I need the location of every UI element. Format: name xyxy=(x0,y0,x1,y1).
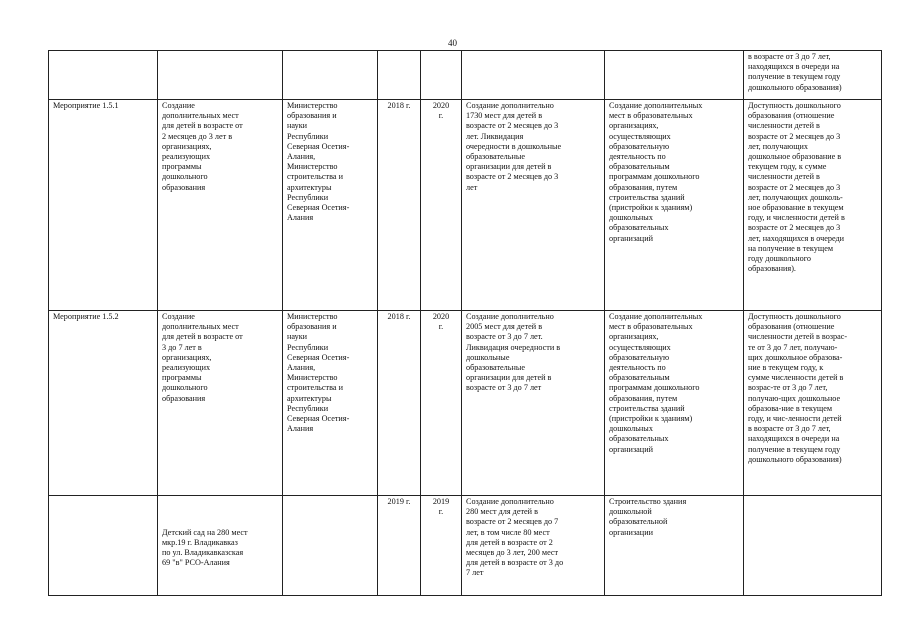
description-cell: Создание дополнительных мест в образовательных организациях, осуществляющих образовательную деятельность по образовательным программам дошкольного образования, путем строительства зданий (пристройки к зданиям) дошкольных образовательных организаций xyxy=(605,100,744,311)
title-cell: Создание дополнительных мест для детей в возрасте от 2 месяцев до 3 лет в организациях, реализующих программы дошкольного образования xyxy=(158,100,283,311)
start-year-cell: 2018 г. xyxy=(378,311,421,496)
start-year-cell: 2018 г. xyxy=(378,100,421,311)
measure-cell xyxy=(49,51,158,100)
indicator-cell: Доступность дошкольного образования (отношение численности детей в возрас- те от 3 до 7 лет, получаю- щих дошкольное образова- ние в текущем году, к сумме численности детей в возрас-те от 3 до 7 лет, получаю-щих дошкольное образова-ние в текущем году, и чис-ленности детей в возрасте от 3 до 7 лет, находящихся в очереди на получение в текущем году дошкольного образования) xyxy=(744,311,882,496)
end-year-cell: 2020 г. xyxy=(421,311,462,496)
description-cell: Создание дополнительных мест в образовательных организациях, осуществляющих образовательную деятельность по образовательным программам дошкольного образования, путем строительства зданий (пристройки к зданиям) дошкольных образовательных организаций xyxy=(605,311,744,496)
table-row xyxy=(49,51,882,100)
page-number: 40 xyxy=(448,38,457,48)
executor-cell xyxy=(283,496,378,596)
start-year-cell: 2019 г. xyxy=(378,496,421,596)
table-row xyxy=(49,311,882,496)
executor-cell: Министерство образования и науки Республики Северная Осетия- Алания, Министерство строительства и архитектуры Республики Северная Осетия- Алания xyxy=(283,100,378,311)
indicator-cell: Доступность дошкольного образования (отношение численности детей в возрасте от 2 месяцев до 3 лет, получающих дошкольное образование в текущем году, к сумме численности детей в возрасте от 2 месяцев до 3 лет, получающих дошколь- ное образование в текущем году, и численности детей в возрасте от 2 месяцев до 3 лет, находящихся в очереди на получение в текущем году дошкольного образования). xyxy=(744,100,882,311)
title-cell: Детский сад на 280 мест мкр.19 г. Владикавказ по ул. Владикавказская 69 "в" РСО-Алания xyxy=(158,496,283,596)
end-year-cell: 2019 г. xyxy=(421,496,462,596)
result-cell: Создание дополнительно 280 мест для детей в возрасте от 2 месяцев до 7 лет, в том числе 80 мест для детей в возрасте от 2 месяцев до 3 лет, 200 мест для детей в возрасте от 3 до 7 лет xyxy=(462,496,605,596)
end-year-cell xyxy=(421,51,462,100)
end-year-cell: 2020 г. xyxy=(421,100,462,311)
executor-cell: Министерство образования и науки Республики Северная Осетия- Алания, Министерство строительства и архитектуры Республики Северная Осетия- Алания xyxy=(283,311,378,496)
result-cell xyxy=(462,51,605,100)
start-year-cell xyxy=(378,51,421,100)
measure-cell xyxy=(49,496,158,596)
measure-cell: Мероприятие 1.5.2 xyxy=(49,311,158,496)
executor-cell xyxy=(283,51,378,100)
program-measures-table xyxy=(48,50,882,596)
table-row xyxy=(49,100,882,311)
indicator-cell xyxy=(744,496,882,596)
result-cell: Создание дополнительно 1730 мест для детей в возрасте от 2 месяцев до 3 лет. Ликвидация очередности в дошкольные образовательные организации для детей в возрасте от 2 месяцев до 3 лет xyxy=(462,100,605,311)
title-cell: Создание дополнительных мест для детей в возрасте от 3 до 7 лет в организациях, реализующих программы дошкольного образования xyxy=(158,311,283,496)
description-cell xyxy=(605,51,744,100)
result-cell: Создание дополнительно 2005 мест для детей в возрасте от 3 до 7 лет. Ликвидация очередности в дошкольные образовательные организации для детей в возрасте от 3 до 7 лет xyxy=(462,311,605,496)
measure-cell: Мероприятие 1.5.1 xyxy=(49,100,158,311)
table-row xyxy=(49,496,882,596)
indicator-cell: в возрасте от 3 до 7 лет, находящихся в очереди на получение в текущем году дошкольного образования) xyxy=(744,51,882,100)
description-cell: Строительство здания дошкольной образовательной организации xyxy=(605,496,744,596)
title-cell xyxy=(158,51,283,100)
